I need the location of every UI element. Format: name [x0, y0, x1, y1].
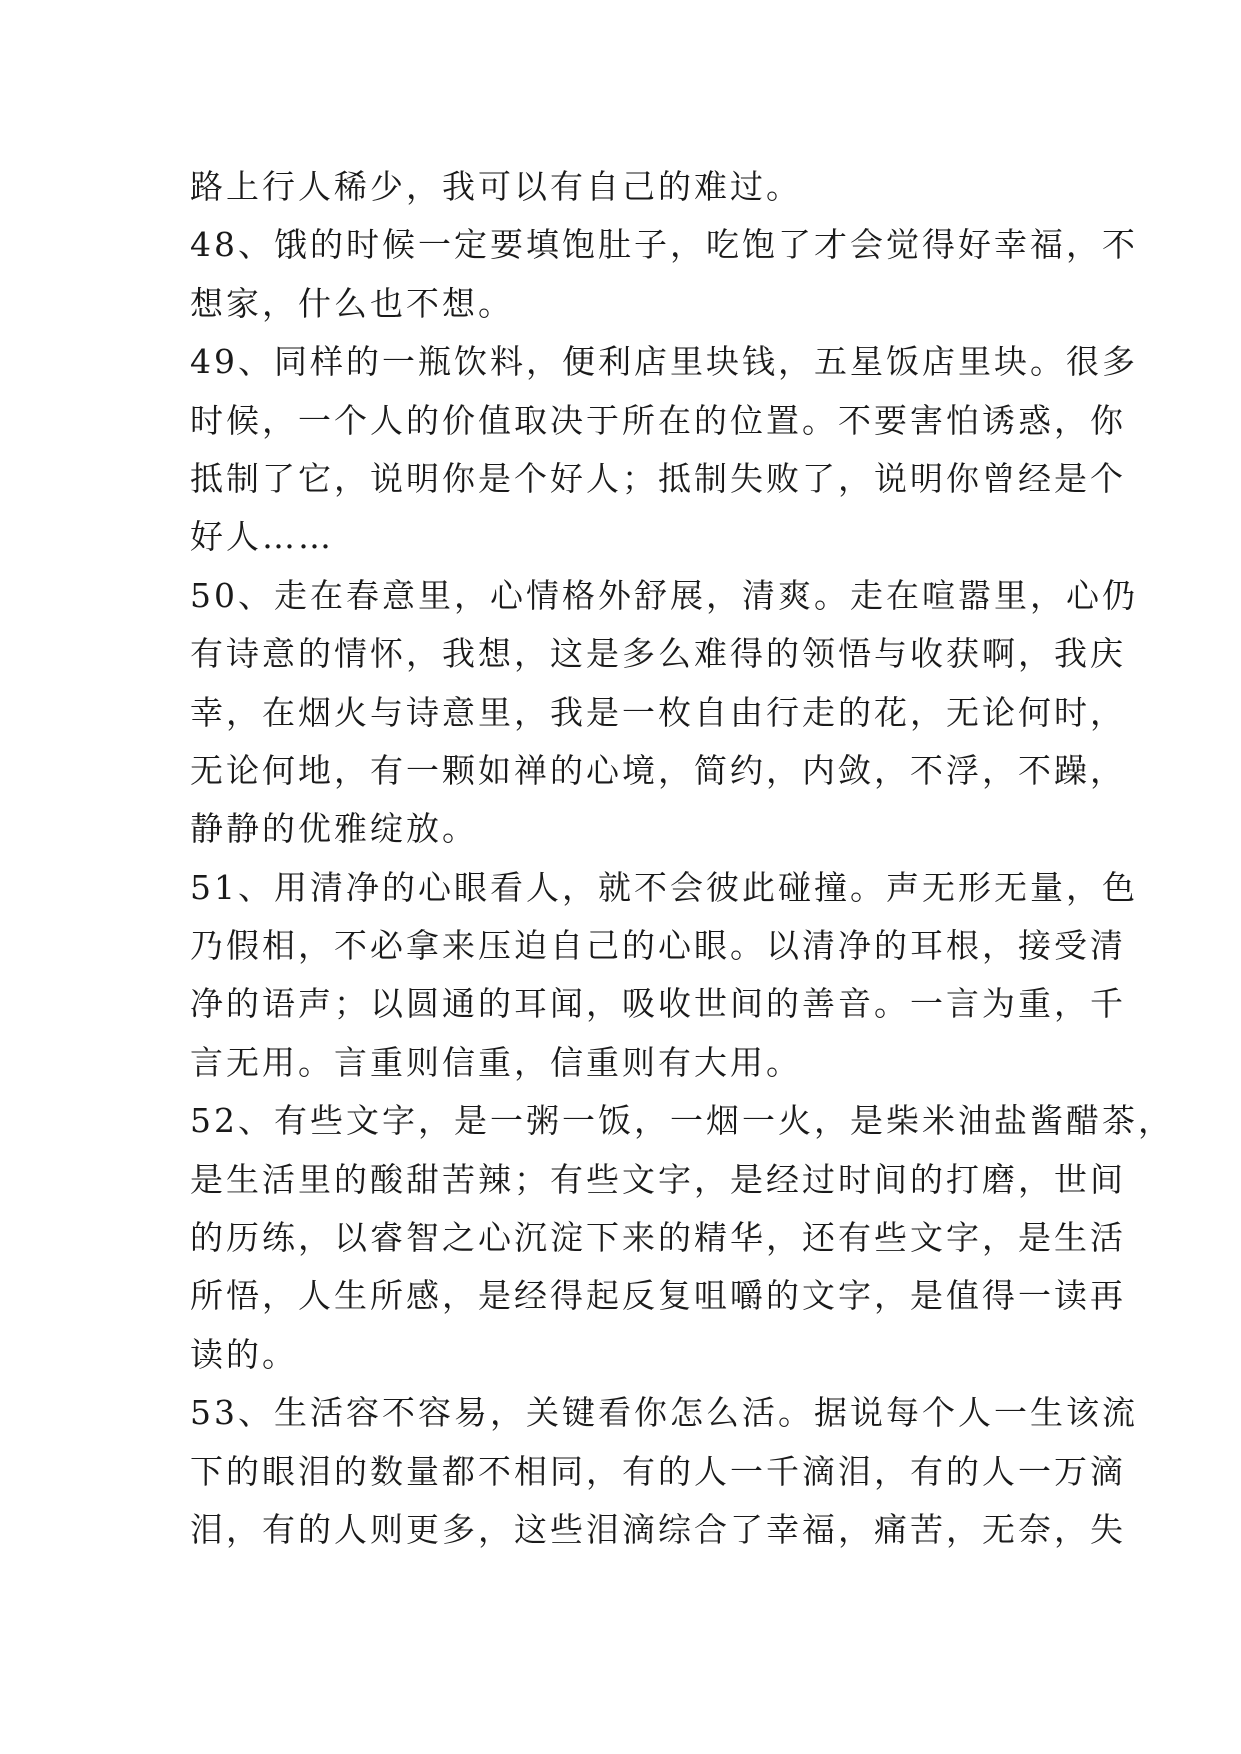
text-line: 无论何地，有一颗如禅的心境，简约，内敛，不浮，不躁，: [190, 750, 1126, 790]
text-line: 下的眼泪的数量都不相同，有的人一千滴泪，有的人一万滴: [190, 1451, 1126, 1491]
text-line: 净的语声；以圆通的耳闻，吸收世间的善音。一言为重，千: [190, 984, 1126, 1024]
text-line: 言无用。言重则信重，信重则有大用。: [190, 1042, 802, 1082]
text-line: 50、走在春意里，心情格外舒展，清爽。走在喧嚣里，心仍: [190, 575, 1138, 615]
text-line: 52、有些文字，是一粥一饭，一烟一火，是柴米油盐酱醋茶，: [190, 1101, 1174, 1141]
text-line: 49、同样的一瓶饮料，便利店里块钱，五星饭店里块。很多: [190, 342, 1138, 382]
text-line: 时候，一个人的价值取决于所在的位置。不要害怕诱惑，你: [190, 400, 1126, 440]
text-line: 好人……: [190, 517, 334, 557]
text-line: 路上行人稀少，我可以有自己的难过。: [190, 167, 802, 206]
text-line: 抵制了它，说明你是个好人；抵制失败了，说明你曾经是个: [190, 458, 1126, 498]
text-line: 幸，在烟火与诗意里，我是一枚自由行走的花，无论何时，: [190, 692, 1126, 732]
body-text: [190, 158, 1174, 1559]
text-line: 读的。: [190, 1334, 298, 1374]
text-line: 的历练，以睿智之心沉淀下来的精华，还有些文字，是生活: [190, 1218, 1126, 1258]
text-line: 想家，什么也不想。: [190, 283, 514, 323]
text-line: 48、饿的时候一定要填饱肚子，吃饱了才会觉得好幸福，不: [190, 225, 1138, 265]
text-line: 51、用清净的心眼看人，就不会彼此碰撞。声无形无量，色: [190, 867, 1138, 907]
text-line: 53、生活容不容易，关键看你怎么活。据说每个人一生该流: [190, 1393, 1138, 1433]
text-line: 是生活里的酸甜苦辣；有些文字，是经过时间的打磨，世间: [190, 1159, 1126, 1199]
text-line: 乃假相，不必拿来压迫自己的心眼。以清净的耳根，接受清: [190, 926, 1126, 966]
text-line: 所悟，人生所感，是经得起反复咀嚼的文字，是值得一读再: [190, 1276, 1126, 1316]
text-line: 有诗意的情怀，我想，这是多么难得的领悟与收获啊，我庆: [190, 634, 1126, 674]
text-line: 静静的优雅绽放。: [190, 809, 478, 849]
text-line: 泪，有的人则更多，这些泪滴综合了幸福，痛苦，无奈，失: [190, 1509, 1126, 1549]
